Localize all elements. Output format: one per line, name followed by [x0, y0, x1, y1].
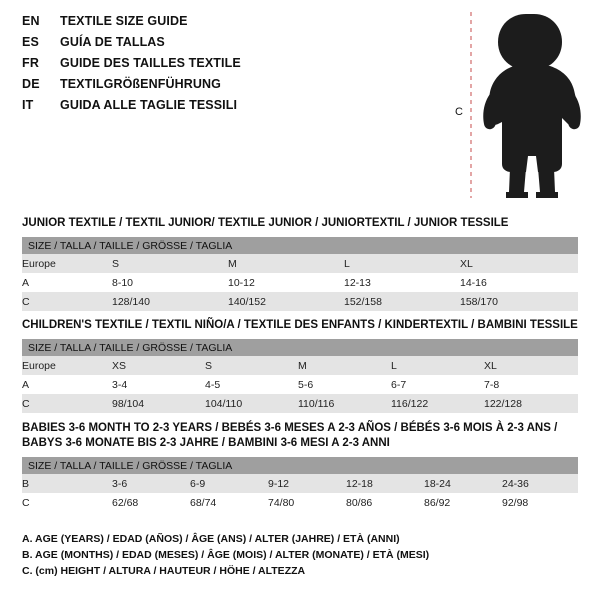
table-cell: 12-18 [346, 474, 424, 493]
section-babies-textile [22, 421, 578, 512]
header-lang-code: IT [22, 98, 34, 112]
table-head-label: SIZE / TALLA / TAILLE / GRÖSSE / TAGLIA [22, 457, 578, 474]
table-head-label: SIZE / TALLA / TAILLE / GRÖSSE / TAGLIA [22, 237, 578, 254]
table-cell: L [344, 254, 460, 273]
table-cell: 86/92 [424, 496, 451, 509]
junior-size-table [22, 237, 578, 311]
table-cell: 24-36 [502, 474, 578, 493]
table-cell: XS [112, 356, 205, 375]
table-cell: 122/128 [484, 394, 578, 413]
header-lang-code: DE [22, 77, 40, 91]
section-title: BABIES 3-6 MONTH TO 2-3 YEARS / BEBÉS 3-6 MESES A 2-3 AÑOS / BÉBÉS 3-6 MOIS À 2-3 ANS / BABYS 3-6 MONATE BIS 2-3 JAHRE / BAMBINI 3-6 MESI A 2-3 ANNI [22, 422, 558, 449]
header-title-text: TEXTILGRÖßENFÜHRUNG [60, 77, 221, 91]
table-cell: 14-16 [460, 276, 487, 289]
header-title-text: TEXTILE SIZE GUIDE [60, 14, 188, 28]
header-title-text: GUÍA DE TALLAS [60, 35, 165, 49]
table-row [22, 375, 578, 394]
header-title-text: GUIDE DES TAILLES TEXTILE [60, 56, 241, 70]
row-label: Europe [22, 356, 112, 375]
table-cell: 74/80 [268, 496, 295, 509]
table-cell: 5-6 [298, 378, 314, 391]
table-cell: 98/104 [112, 394, 205, 413]
row-label: B [22, 474, 112, 493]
table-cell: 7-8 [484, 378, 500, 391]
table-cell: 128/140 [112, 292, 228, 311]
table-row [22, 292, 578, 311]
table-cell: 9-12 [268, 474, 346, 493]
table-cell: 10-12 [228, 276, 255, 289]
row-label: C [22, 496, 30, 509]
footnote-age-months: B. AGE (MONTHS) / EDAD (MESES) / ÂGE (MOIS) / ALTER (MONATE) / ETÀ (MESI) [22, 549, 430, 561]
table-row [22, 493, 578, 512]
table-cell: 152/158 [344, 292, 460, 311]
table-cell: 80/86 [346, 496, 373, 509]
table-cell: S [112, 254, 228, 273]
header-title-text: GUIDA ALLE TAGLIE TESSILI [60, 98, 238, 112]
table-cell: XL [484, 356, 578, 375]
table-cell: 6-7 [391, 378, 407, 391]
header-row [22, 77, 422, 98]
table-row [22, 254, 578, 273]
section-childrens-textile [22, 318, 578, 413]
header-language-block [22, 14, 422, 119]
table-cell: 140/152 [228, 292, 344, 311]
row-label: A [22, 276, 30, 289]
table-cell: M [228, 254, 344, 273]
table-cell: 68/74 [190, 496, 217, 509]
table-cell: 92/98 [502, 496, 529, 509]
babies-size-table [22, 457, 578, 512]
section-junior-textile [22, 216, 578, 311]
row-label: Europe [22, 254, 112, 273]
table-head-row [22, 237, 578, 254]
section-title: JUNIOR TEXTILE / TEXTIL JUNIOR/ TEXTILE JUNIOR / JUNIORTEXTIL / JUNIOR TESSILE [22, 217, 509, 229]
footnote-age-years: A. AGE (YEARS) / EDAD (AÑOS) / ÂGE (ANS) / ALTER (JAHRE) / ETÀ (ANNI) [22, 533, 400, 545]
table-head-row [22, 457, 578, 474]
footnotes-block [22, 531, 578, 579]
table-cell: 12-13 [344, 276, 371, 289]
table-cell: 3-6 [112, 474, 190, 493]
footnote-height: C. (cm) HEIGHT / ALTURA / HAUTEUR / HÖHE / ALTEZZA [22, 565, 306, 577]
table-cell: 62/68 [112, 496, 139, 509]
header-lang-code: ES [22, 35, 40, 49]
table-row [22, 273, 578, 292]
row-label: C [22, 394, 112, 413]
table-cell: 104/110 [205, 394, 298, 413]
table-row [22, 474, 578, 493]
table-cell: 4-5 [205, 378, 221, 391]
header-row [22, 35, 422, 56]
table-cell: 6-9 [190, 474, 268, 493]
row-label: A [22, 378, 30, 391]
table-head-label: SIZE / TALLA / TAILLE / GRÖSSE / TAGLIA [22, 339, 578, 356]
children-size-table [22, 339, 578, 413]
table-head-row [22, 339, 578, 356]
height-measure-label: C [455, 106, 463, 118]
table-cell: 110/116 [298, 394, 391, 413]
table-cell: M [298, 356, 391, 375]
table-row [22, 394, 578, 413]
table-cell: 116/122 [391, 394, 484, 413]
header-lang-code: EN [22, 14, 40, 28]
table-cell: 8-10 [112, 276, 134, 289]
table-cell: 18-24 [424, 474, 502, 493]
table-cell: 3-4 [112, 378, 128, 391]
section-title: CHILDREN'S TEXTILE / TEXTIL NIÑO/A / TEXTILE DES ENFANTS / KINDERTEXTIL / BAMBINI TESSILE [22, 319, 578, 331]
table-cell: XL [460, 254, 578, 273]
table-cell: 158/170 [460, 292, 578, 311]
baby-silhouette-icon [440, 6, 590, 201]
header-row [22, 14, 422, 35]
header-row [22, 98, 422, 119]
row-label: C [22, 292, 112, 311]
table-cell: L [391, 356, 484, 375]
table-cell: S [205, 356, 298, 375]
table-row [22, 356, 578, 375]
header-lang-code: FR [22, 56, 40, 70]
header-row [22, 56, 422, 77]
